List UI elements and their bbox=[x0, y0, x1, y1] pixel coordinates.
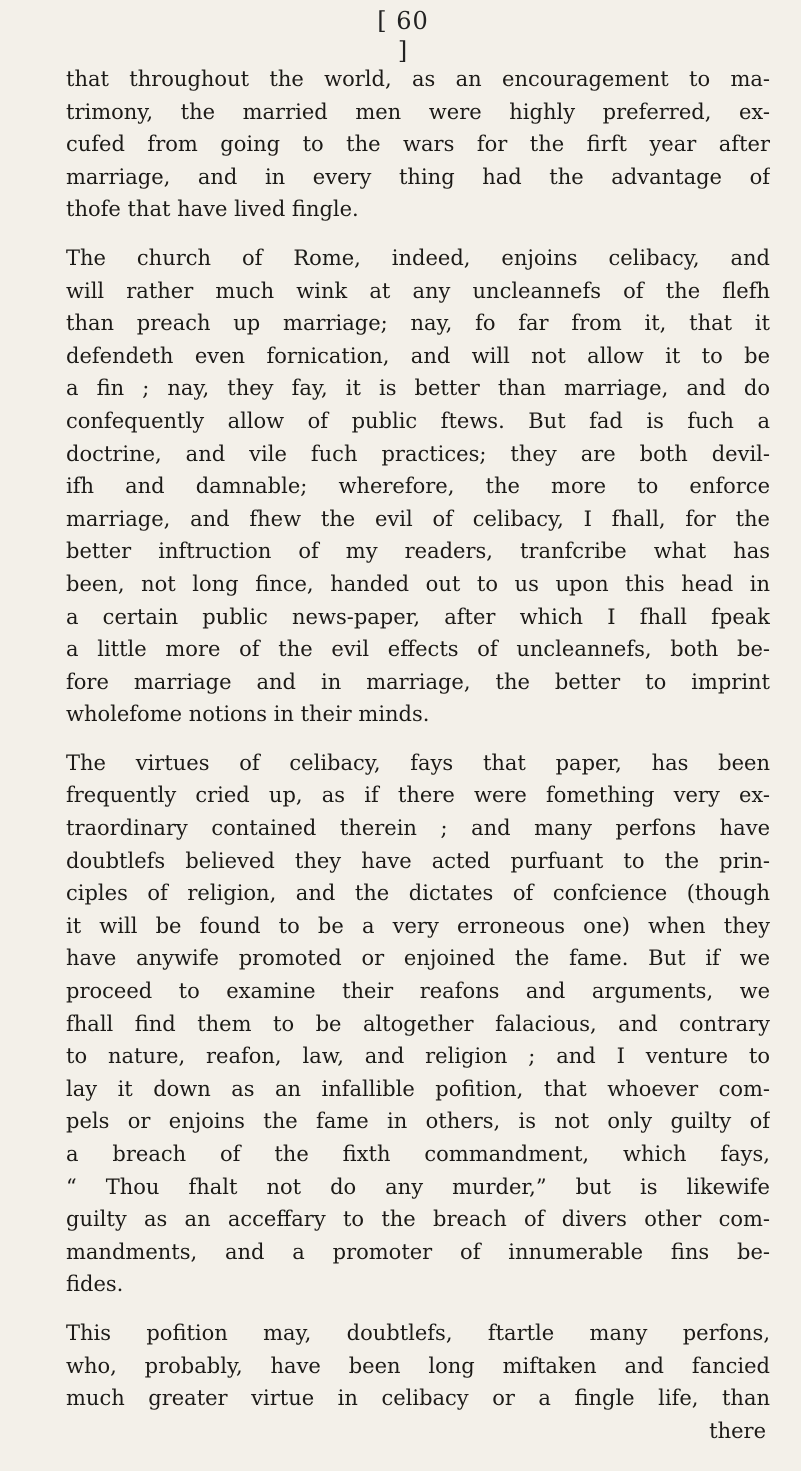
text-line: a fin ; nay, they fay, it is better than marriage, and do bbox=[66, 376, 770, 401]
text-line: better inftruction of my readers, tranfcribe what has bbox=[66, 539, 770, 564]
text-line: a breach of the fixth commandment, which fays, bbox=[66, 1142, 770, 1166]
text-line: This pofition may, doubtlefs, ftartle many perfons, bbox=[66, 1320, 770, 1345]
text-line: defendeth even fornication, and will not allow it to be bbox=[66, 343, 770, 368]
text-line: marriage, and fhew the evil of celibacy, I fhall, for the bbox=[66, 506, 770, 531]
text-line: a little more of the evil effects of uncleannefs, both be- bbox=[66, 637, 770, 662]
text-line: marriage, and in every thing had the advantage of bbox=[66, 164, 770, 189]
text-line: than preach up marriage; nay, fo far from it, that it bbox=[66, 311, 770, 336]
text-line: frequently cried up, as if there were fomething very ex- bbox=[66, 783, 770, 808]
paragraph-3 bbox=[66, 747, 770, 1301]
text-line: doubtlefs believed they have acted purfuant to the prin- bbox=[66, 848, 770, 873]
text-line: it will be found to be a very erroneous one) when they bbox=[66, 913, 770, 938]
text-line: fides. bbox=[66, 1272, 124, 1297]
paragraph-2 bbox=[66, 242, 770, 731]
text-line: pels or enjoins the fame in others, is not only guilty of bbox=[66, 1109, 770, 1134]
text-line: have anywife promoted or enjoined the fame. But if we bbox=[66, 946, 770, 971]
text-line: fhall find them to be altogether falacious, and contrary bbox=[66, 1011, 770, 1036]
catchword: there bbox=[709, 1418, 766, 1443]
body-text bbox=[66, 63, 770, 1447]
paragraph-1 bbox=[66, 63, 770, 226]
text-line: The virtues of celibacy, fays that paper, has been bbox=[66, 750, 770, 775]
text-line: proceed to examine their reafons and arguments, we bbox=[66, 979, 770, 1004]
text-line: will rather much wink at any uncleannefs of the flefh bbox=[66, 278, 770, 303]
text-line: ifh and damnable; wherefore, the more to enforce bbox=[66, 474, 770, 499]
text-line: ciples of religion, and the dictates of confcience (though bbox=[66, 881, 770, 906]
paragraph-4 bbox=[66, 1317, 770, 1447]
text-line: fore marriage and in marriage, the better to imprint bbox=[66, 669, 770, 694]
text-line: doctrine, and vile fuch practices; they are both devil- bbox=[66, 441, 770, 466]
text-line: a certain public news-paper, after which I fhall fpeak bbox=[66, 604, 770, 629]
text-line: traordinary contained therein ; and many perfons have bbox=[66, 816, 770, 841]
text-line: that throughout the world, as an encouragement to ma- bbox=[66, 67, 770, 91]
text-line: The church of Rome, indeed, enjoins celibacy, and bbox=[66, 245, 770, 270]
text-line: confequently allow of public ftews. But fad is fuch a bbox=[66, 408, 770, 433]
text-line: mandments, and a promoter of innumerable fins be- bbox=[66, 1239, 770, 1264]
text-line: wholefome notions in their minds. bbox=[66, 702, 430, 727]
text-line: thofe that have lived fingle. bbox=[66, 197, 359, 222]
text-line: who, probably, have been long miftaken and fancied bbox=[66, 1353, 770, 1378]
text-line: to nature, reafon, law, and religion ; and I venture to bbox=[66, 1044, 770, 1069]
text-line: much greater virtue in celibacy or a fingle life, than bbox=[66, 1386, 770, 1411]
text-line: “ Thou fhalt not do any murder,” but is likewife bbox=[66, 1174, 770, 1199]
text-line: been, not long fince, handed out to us upon this head in bbox=[66, 571, 770, 596]
text-line: lay it down as an infallible pofition, that whoever com- bbox=[66, 1076, 770, 1101]
text-line: cufed from going to the wars for the firft year after bbox=[66, 132, 770, 157]
page-number: [ 60 ] bbox=[377, 7, 429, 65]
text-line: trimony, the married men were highly preferred, ex- bbox=[66, 99, 770, 124]
text-line: guilty as an acceffary to the breach of divers other com- bbox=[66, 1207, 770, 1232]
